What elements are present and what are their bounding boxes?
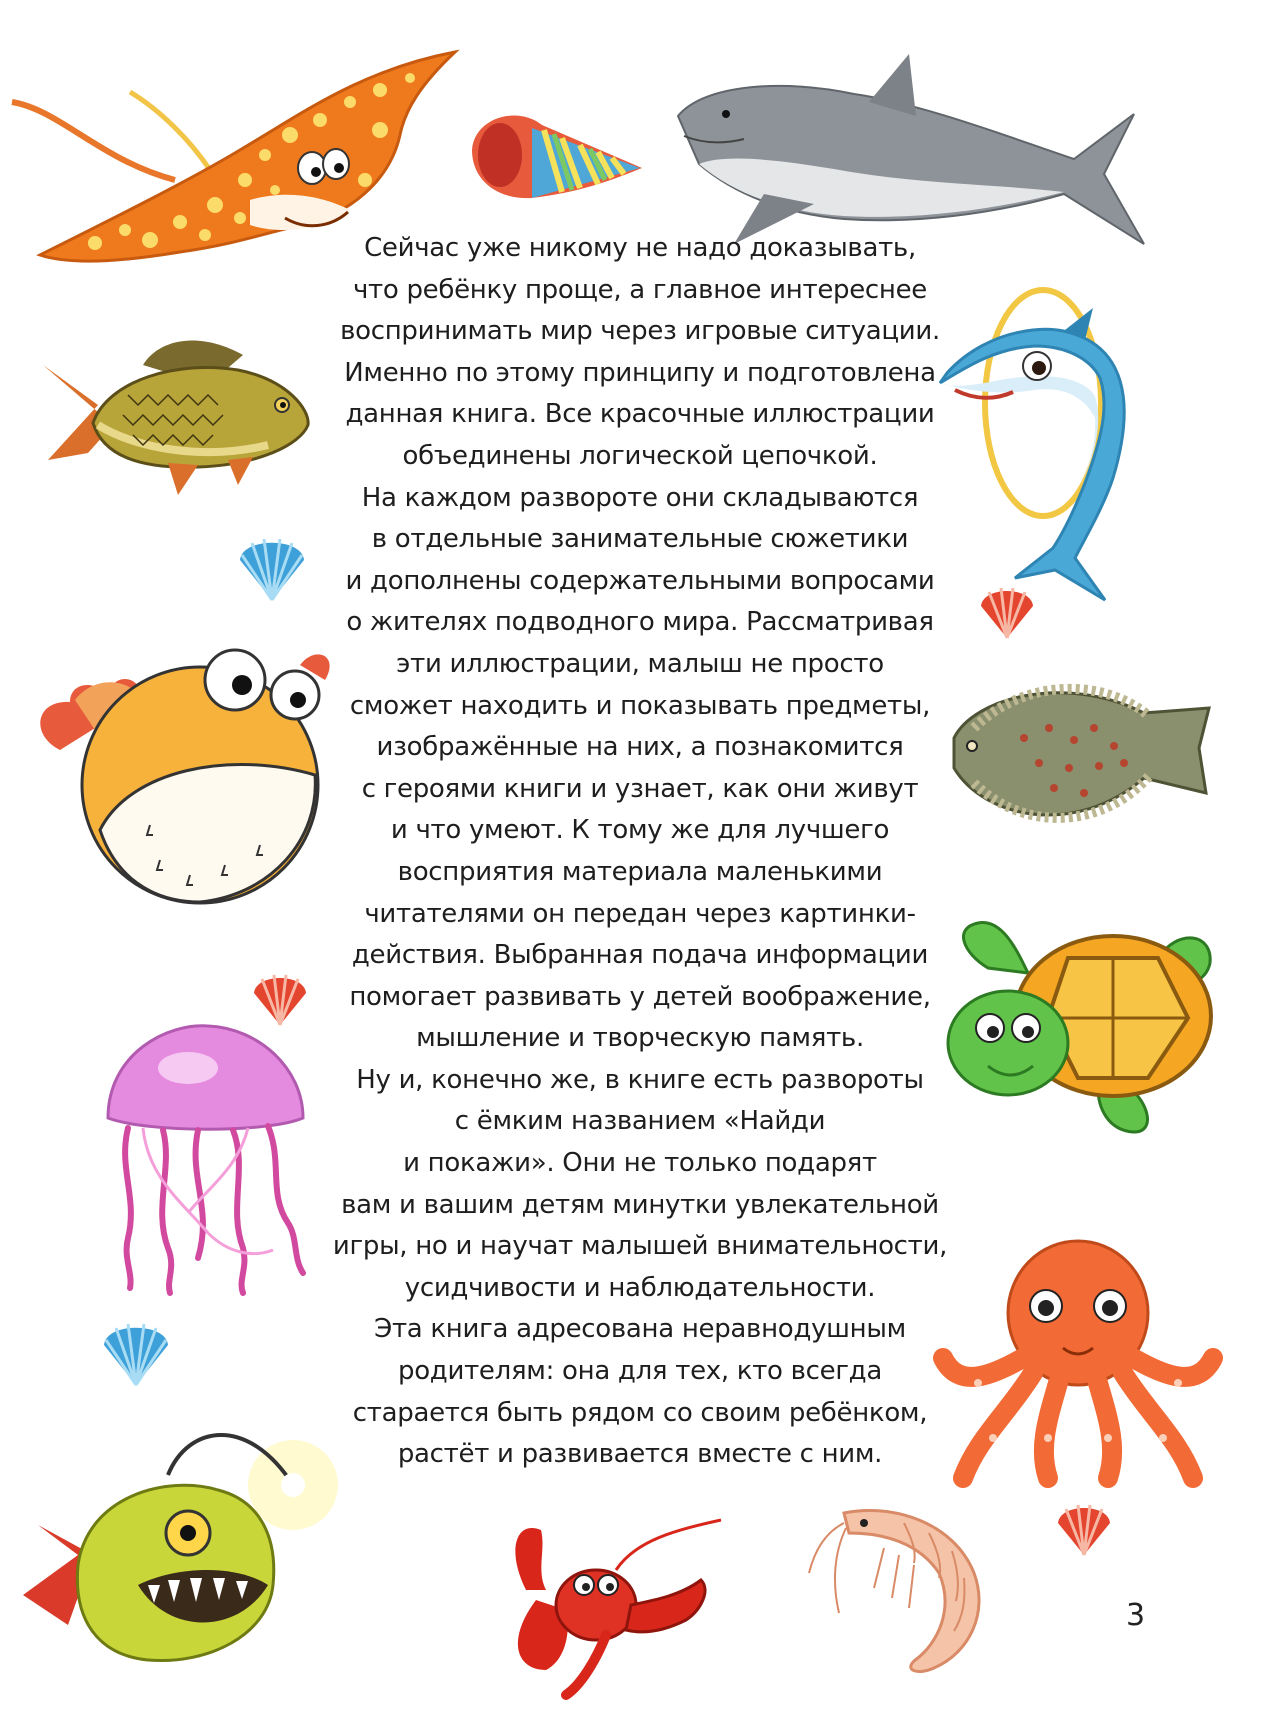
text-line: Сейчас уже никому не надо доказывать, [364, 233, 916, 263]
text-line: в отдельные занимательные сюжетики [371, 524, 909, 555]
text-line: мышление и творческую память. [416, 1023, 864, 1054]
conch-shell-illustration [462, 100, 652, 210]
flounder-illustration [944, 668, 1224, 848]
text-line: растёт и развивается вместе с ним. [397, 1439, 883, 1470]
text-line: помогает развивать у детей воображение, [349, 981, 931, 1012]
text-line: Эта книга адресована неравнодушным [374, 1314, 906, 1345]
text-line: Ну и, конечно же, в книге есть развороты [356, 1064, 924, 1095]
text-line: с ёмким названием «Найди [454, 1106, 826, 1137]
red-shell-illustration [1052, 1495, 1116, 1559]
text-line: Именно по этому принципу и подготовлена [344, 357, 936, 388]
text-line: читателями он передан через картинки- [364, 898, 916, 929]
carp-fish-illustration [38, 325, 318, 515]
text-line: объединены логической цепочкой. [402, 440, 878, 471]
shrimp-illustration [804, 1493, 1034, 1693]
dolphin-illustration [935, 278, 1175, 618]
text-line: старается быть рядом со своим ребёнком, [352, 1397, 928, 1428]
text-line: вам и вашим детям минутки увлекательной [341, 1189, 939, 1220]
text-line: эти иллюстрации, малыш не просто [396, 648, 884, 679]
anglerfish-illustration [18, 1395, 348, 1695]
text-line: На каждом развороте они складываются [361, 482, 919, 513]
text-line: данная книга. Все красочные иллюстрации [345, 399, 935, 430]
blue-shell-illustration [96, 1310, 176, 1390]
red-shell-illustration [975, 578, 1039, 642]
text-line: сможет находить и показывать предметы, [349, 690, 931, 721]
text-line: изображённые на них, а познакомится [376, 732, 904, 763]
blue-shell-illustration [232, 525, 312, 605]
text-line: родителям: она для тех, кто всегда [398, 1356, 882, 1387]
text-line: и что умеют. К тому же для лучшего [390, 815, 890, 846]
page-number: 3 [1126, 1598, 1146, 1633]
text-line: что ребёнку проще, а главное интереснее [352, 274, 927, 305]
text-line: игры, но и научат малышей внимательности, [332, 1231, 948, 1262]
pufferfish-illustration [30, 640, 340, 900]
text-line: с героями книги и узнает, как они живут [361, 773, 919, 804]
octopus-illustration [938, 1238, 1218, 1488]
turtle-illustration [948, 918, 1218, 1138]
text-line: о жителях подводного мира. Рассматривая [346, 607, 934, 638]
jellyfish-illustration [88, 1018, 328, 1303]
text-line: и покажи». Они не только подарят [403, 1148, 877, 1179]
text-line: и дополнены содержательными вопросами [345, 565, 935, 596]
text-line: действия. Выбранная подача информации [351, 940, 929, 971]
text-line: восприятия материала маленькими [397, 856, 883, 887]
text-line: воспринимать мир через игровые ситуации. [340, 316, 940, 347]
intro-text [330, 228, 950, 1476]
text-line: усидчивости и наблюдательности. [404, 1272, 876, 1303]
shark-illustration [664, 44, 1164, 259]
lobster-illustration [486, 1510, 726, 1700]
